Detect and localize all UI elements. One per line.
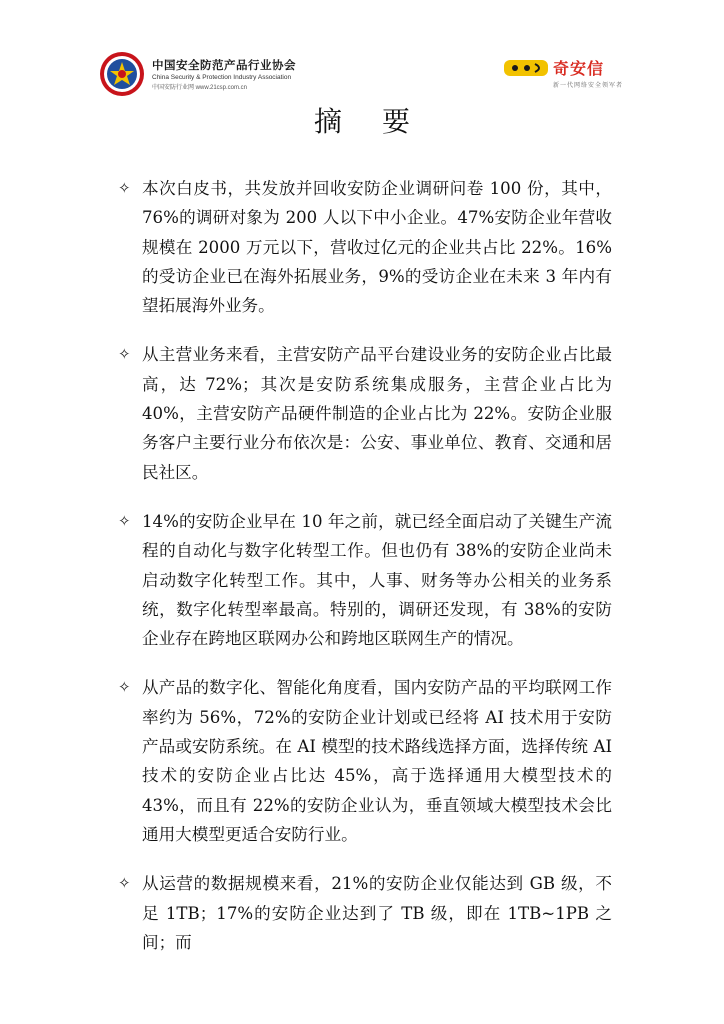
diamond-bullet-icon: ✧: [118, 678, 131, 697]
association-emblem-icon: [98, 50, 146, 98]
qianxin-mascot-icon: [503, 57, 549, 79]
association-name-cn: 中国安全防范产品行业协会: [152, 60, 296, 72]
page-title: 摘要: [313, 105, 450, 138]
brand-name: 奇安信: [553, 61, 605, 78]
summary-content: [118, 174, 612, 977]
association-website: 中国安防行业网 www.21csp.com.cn: [152, 85, 248, 91]
summary-paragraph: [118, 869, 612, 957]
qianxin-logo: [503, 56, 633, 92]
paragraph-text: 本次白皮书，共发放并回收安防企业调研问卷 100 份，其中，76%的调研对象为 200 人以下中小企业。47%安防企业年营收规模在 2000 万元以下，营收过亿元的企业共占比 22%。16%的受访企业已在海外拓展业务，9%的受访企业在未来 3 年内有望拓展海外业务。: [142, 179, 612, 316]
summary-paragraph: [118, 673, 612, 849]
paragraph-text: 从产品的数字化、智能化角度看，国内安防产品的平均联网工作率约为 56%，72%的安防企业计划或已经将 AI 技术用于安防产品或安防系统。在 AI 模型的技术路线选择方面，选择传统 AI 技术的安防企业占比达 45%，高于选择通用大模型技术的 43%，而且有 22%的安防企业认为，垂直领域大模型技术会比通用大模型更适合安防行业。: [142, 678, 612, 844]
diamond-bullet-icon: ✧: [118, 874, 131, 893]
paragraph-text: 从主营业务来看，主营安防产品平台建设业务的安防企业占比最高，达 72%；其次是安防系统集成服务，主营企业占比为 40%，主营安防产品硬件制造的企业占比为 22%。安防企业服务客户主要行业分布依次是：公安、事业单位、教育、交通和居民社区。: [142, 345, 612, 482]
summary-paragraph: [118, 340, 612, 486]
association-logo: [98, 50, 296, 98]
summary-paragraph: [118, 174, 612, 320]
diamond-bullet-icon: ✧: [118, 179, 131, 197]
diamond-bullet-icon: ✧: [118, 511, 131, 530]
diamond-bullet-icon: ✧: [118, 345, 131, 364]
association-name-en: China Security & Protection Industry Association: [152, 74, 292, 81]
page-header: [0, 0, 724, 100]
paragraph-text: 从运营的数据规模来看，21%的安防企业仅能达到 GB 级，不足 1TB；17%的安防企业达到了 TB 级，即在 1TB~1PB 之间；而: [142, 874, 612, 952]
paragraph-text: 14%的安防企业早在 10 年之前，就已经全面启动了关键生产流程的自动化与数字化转型工作。但也仍有 38%的安防企业尚未启动数字化转型工作。其中，人事、财务等办公相关的业务系统，数字化转型率最高。特别的，调研还发现，有 38%的安防企业存在跨地区联网办公和跨地区联网生产的情况。: [142, 511, 612, 649]
summary-paragraph: [118, 507, 612, 653]
brand-tagline: 新一代网络安全领军者: [553, 83, 624, 89]
